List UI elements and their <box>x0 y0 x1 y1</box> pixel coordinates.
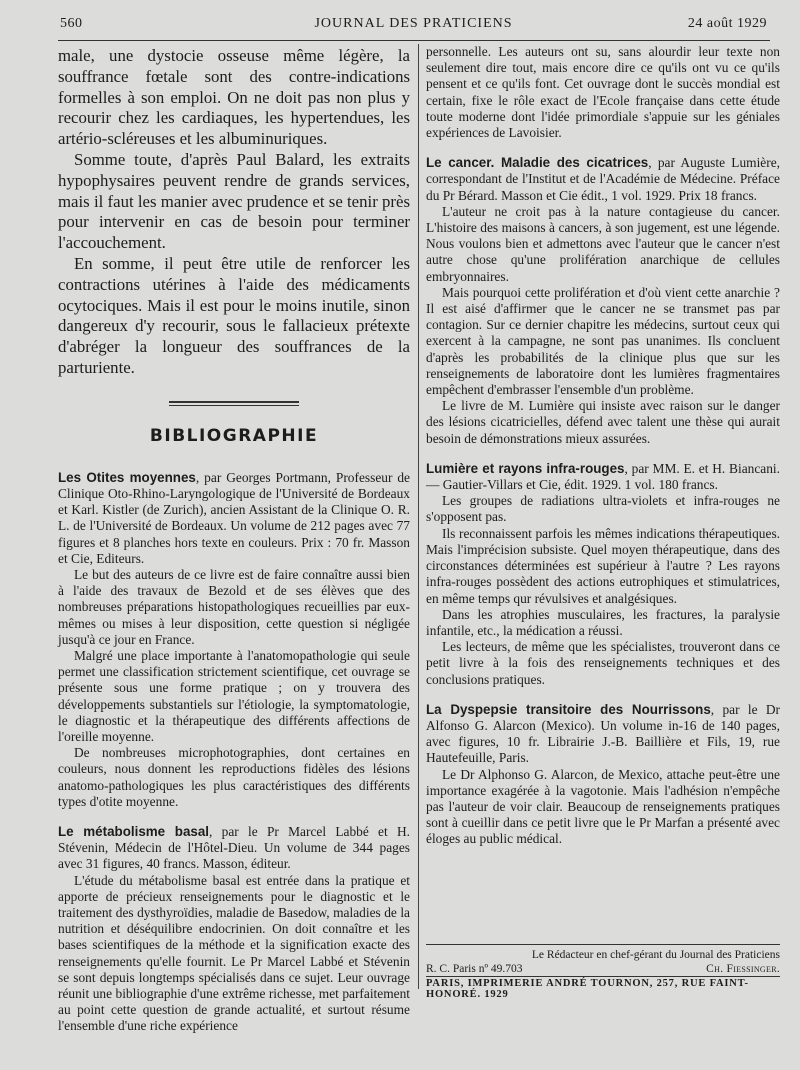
review-paragraph: Malgré une place importante à l'anatomopathologie qui seule permet une classification strictement scientifique, cet ouvrage se présente sous une forme pratique ; on y trouvera des développements substantiels sur l'étiologie, la symptomatologie, le diagnostic et la thérapeutique des différents affections de l'oreille moyenne. <box>58 647 410 744</box>
body-paragraph: personnelle. Les auteurs ont su, sans alourdir leur texte non seulement dire tout, mais encore dire ce qu'ils ont vu ce qu'ils pensent et ce qu'ils font. Cet ouvrage dont le succès mondial est certain, fixe le rôle exact de l'Ecole française dans cette étude toute moderne dont l'idée primordiale s'appuie sur les géniales expériences de Lavoisier. <box>426 44 780 141</box>
review-citation-text: , par Georges Portmann, Professeur de Clinique Oto-Rhino-Laryngologique de l'Université de Bordeaux et Karl. Kistler (de Zurich), ancien Assistant de la Clinique O. R. L. de l'Université de Bordeaux. Un volume de 212 pages avec 77 figures et 8 planches hors texte en couleurs. Prix : 70 fr. Masson et Cie, Editeurs. <box>58 469 410 566</box>
left-column <box>58 46 410 1035</box>
footer-rule-bottom <box>426 976 780 977</box>
column-divider <box>418 44 419 989</box>
review-title: Lumière et rayons infra-rouges <box>426 460 625 476</box>
review-citation <box>426 155 780 204</box>
body-paragraph: male, une dystocie osseuse même légère, la souffrance fœtale sont des contre-indications formelles à son emploi. On ne doit pas non plus y recourir chez les cardiaques, les hypertendues, les artério-scléreuses et les albuminuriques. <box>58 46 410 149</box>
page-number: 560 <box>60 16 83 31</box>
review-paragraph: Les lecteurs, de même que les spécialistes, trouveront dans ce petit livre à la fois des renseignements techniques et des conclusions pratiques. <box>426 639 780 687</box>
printer-imprint: PARIS, IMPRIMERIE ANDRÉ TOURNON, 257, RUE FAINT-HONORÉ. 1929 <box>426 978 749 1000</box>
spacer <box>426 141 780 155</box>
review-citation-text: , par le Dr Alfonso G. Alarcon (Mexico). Un volume in-16 de 140 pages, avec figures, 10 fr. Librairie J.-B. Baillière et Fils, 19, rue Hautefeuille, Paris. <box>426 701 780 766</box>
editor-line: Le Rédacteur en chef-gérant du Journal des Praticiens <box>531 949 780 961</box>
journal-title: JOURNAL DES PRATICIENS <box>314 16 513 31</box>
body-paragraph: En somme, il peut être utile de renforcer les contractions utérines à l'aide des médicaments ocytociques. Mais il est pour le moins inutile, sinon dangereux d'y recourir, sous le fallacieux prétexte d'abréger la longueur des souffrances de la parturiente. <box>58 253 410 377</box>
issue-date: 24 août 1929 <box>687 16 767 31</box>
body-paragraph: Somme toute, d'après Paul Balard, les extraits hypophysaires peuvent rendre de grands services, mais il faut les manier avec prudence et se tenir près pour intervenir en cas de besoin pour terminer l'accouchement. <box>58 149 410 253</box>
editor-name: Ch. Fiessinger. <box>706 963 780 975</box>
review-citation-text: , par Auguste Lumière, correspondant de l'Institut et de l'Académie de Médecine. Préface du Pr Bérard. Masson et Cie édit., 1 vol. 1929. Prix 18 francs. <box>426 155 780 203</box>
spacer <box>58 810 410 824</box>
editor-footer <box>426 948 780 976</box>
review-paragraph: L'étude du métabolisme basal est entrée dans la pratique et apporte de précieux renseignements pour le diagnostic et le traitement des dysthyroïdies, maladie de Basedow, maladies de la nutrition et déséquilibre endocrinien. On doit connaître et les bases scientifiques de la méthode et la signification exacte des renseignements qu'elle fournit. Le Pr Marcel Labbé et Stévenin se sont depuis longtemps spécialisés dans ce sujet. Leur ouvrage réunit une bibliographie d'une extrême richesse, met parfaitement au point cette question de grande actualité, et surtout résume l'ensemble d'une riche expérience <box>58 872 410 1034</box>
review-citation <box>426 702 780 767</box>
review-title: Les Otites moyennes <box>58 469 196 485</box>
header-rule <box>58 40 770 41</box>
review-title: La Dyspepsie transitoire des Nourrissons <box>426 701 711 717</box>
registry-number: R. C. Paris nº 49.703 <box>426 963 523 975</box>
review-citation-text: , par MM. E. et H. Biancani. — Gautier-Villars et Cie, édit. 1929. 1 vol. 180 francs. <box>426 460 780 493</box>
review-paragraph: Le Dr Alphonso G. Alarcon, de Mexico, attache peut-être une importance exagérée à la vagotonie. Mais l'adhésion n'empêche pas l'auteur de voir clair. Beaucoup de renseignements pratiques sont à cueillir dans ce petit livre que le Pr Marfan a présenté avec éloges au public médical. <box>426 766 780 847</box>
review-paragraph: Mais pourquoi cette prolifération et d'où vient cette anarchie ? Il est aisé d'affirmer que le cancer ne se transmet pas par contagion. Sur ce dernier chapitre les médecins, surtout ceux qui exercent à la campagne, ne sont pas unanimes. Ils concluent d'après les probabilités de la clinique plus que sur les renseignements de laboratoire dont les lumières fragmentaires empêchent d'embrasser l'ensemble d'un problème. <box>426 284 780 398</box>
review-paragraph: De nombreuses microphotographies, dont certaines en couleurs, nous donnent les reproductions fidèles des lésions anatomo-pathologiques les plus caractéristiques des différents types d'otite moyenne. <box>58 745 410 809</box>
running-header <box>60 16 767 38</box>
review-paragraph: Le livre de M. Lumière qui insiste avec raison sur le danger des lésions cicatricielles, défend avec talent une thèse qui aurait besoin de démonstrations mieux assurées. <box>426 398 780 446</box>
spacer <box>426 447 780 461</box>
review-paragraph: Ils reconnaissent parfois les mêmes indications thérapeutiques. Mais l'imprécision subsiste. Quel moyen thérapeutique, dans des circonstances déterminées est supérieur à l'autre ? Les rayons infra-rouges possèdent des actions eutrophiques et stimulatrices, en même temps qur révulsives et analgésiques. <box>426 525 780 606</box>
section-title: BIBLIOGRAPHIE <box>149 425 319 446</box>
review-paragraph: L'auteur ne croit pas à la nature contagieuse du cancer. L'histoire des maisons à cancers, à son jugement, est une légende. Nous voulons bien et admettons avec l'auteur que le cancer n'est autre chose qu'une prolifération anarchique de cellules embryonnaires. <box>426 203 780 284</box>
review-title: Le métabolisme basal <box>58 824 210 840</box>
review-citation <box>58 824 410 873</box>
footer-rule-top <box>426 944 780 945</box>
review-paragraph: Dans les atrophies musculaires, les fractures, la paralysie infantile, etc., la médication a réussi. <box>426 606 780 638</box>
review-paragraph: Le but des auteurs de ce livre est de faire connaître aussi bien à l'aide des travaux de Bezold et de ses élèves que des nombreuses préparations histopathologiques recueillies par eux-mêmes ou mises à leur disposition, cette question si négligée jusqu'à ce jour en France. <box>58 566 410 647</box>
review-paragraph: Les groupes de radiations ultra-violets et infra-rouges ne s'opposent pas. <box>426 493 780 525</box>
review-citation <box>58 470 410 567</box>
review-citation-text: , par le Pr Marcel Labbé et H. Stévenin, Médecin de l'Hôtel-Dieu. Un volume de 344 pages avec 31 figures, 40 francs. Masson, éditeur. <box>58 824 411 872</box>
editor-footer-row <box>426 962 780 976</box>
spacer <box>426 688 780 702</box>
review-citation <box>426 461 780 493</box>
right-column <box>426 44 780 848</box>
section-ornament-rule <box>169 401 299 406</box>
review-title: Le cancer. Maladie des cicatrices <box>426 155 649 171</box>
